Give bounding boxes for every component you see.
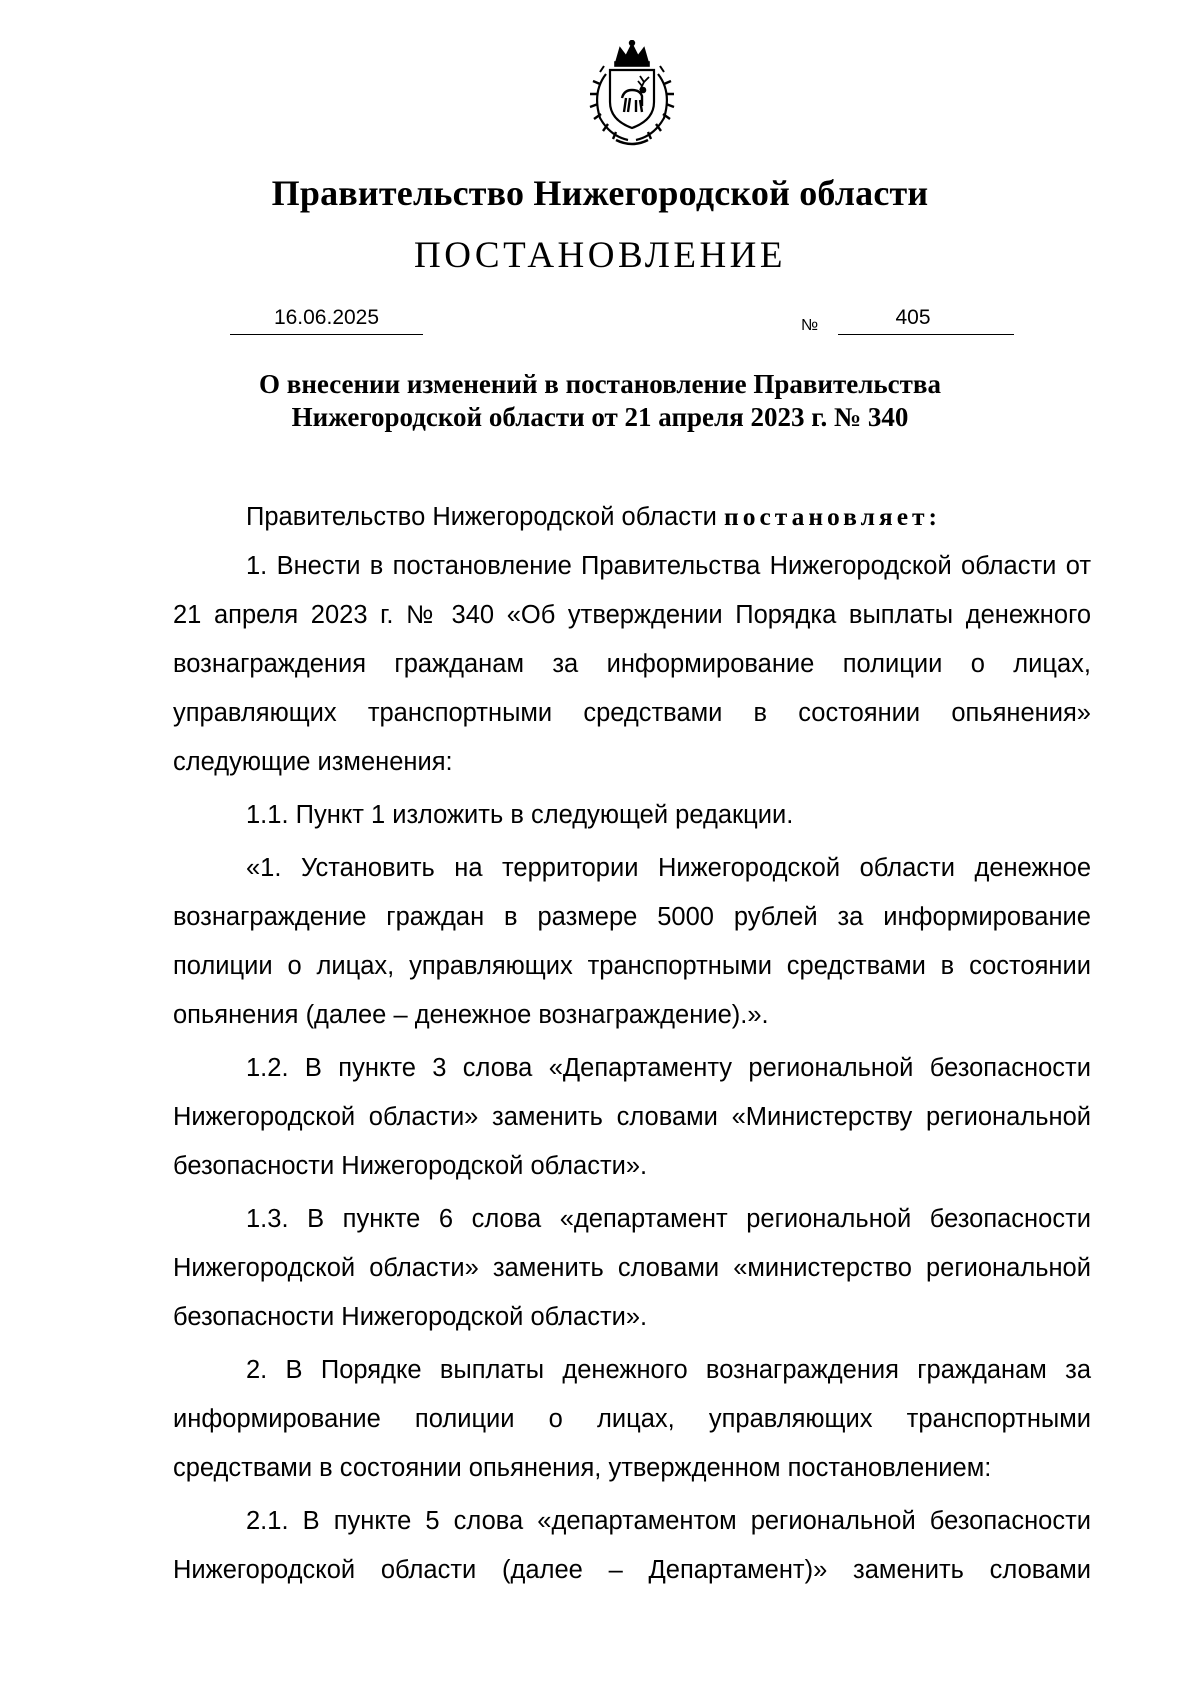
document-body xyxy=(173,492,1091,1595)
document-type: ПОСТАНОВЛЕНИЕ xyxy=(414,235,786,276)
paragraph-2: 2. В Порядке выплаты денежного вознаграждения гражданам за информирование полиции о лицах, управляющих транспортными средствами в состоянии опьянения, утвержденном постановлением: xyxy=(173,1356,1091,1482)
number-underline xyxy=(838,334,1014,335)
paragraph-1: 1. Внести в постановление Правительства Нижегородской области от 21 апреля 2023 г. № 340 «Об утверждении Порядка выплаты денежного вознаграждения гражданам за информирование полиции о лицах, управляющих транспортными средствами в состоянии опьянения» следующие изменения: xyxy=(173,552,1091,776)
government-title: Правительство Нижегородской области xyxy=(271,173,929,213)
intro-text: Правительство Нижегородской области xyxy=(246,503,725,531)
paragraph-1-1-quote: «1. Установить на территории Нижегородской области денежное вознаграждение граждан в размере 5000 рублей за информирование полиции о лицах, управляющих транспортными средствами в состоянии опьянения (далее – денежное вознаграждение).». xyxy=(173,854,1091,1029)
number-sign: № xyxy=(801,317,819,334)
date-underline xyxy=(230,334,423,335)
paragraph-1-3: 1.3. В пункте 6 слова «департамент региональной безопасности Нижегородской области» заменить словами «министерство региональной безопасности Нижегородской области». xyxy=(173,1205,1091,1331)
document-subject xyxy=(0,368,1200,434)
document-date: 16.06.2025 xyxy=(273,306,380,329)
paragraph-1-2: 1.2. В пункте 3 слова «Департаменту региональной безопасности Нижегородской области» заменить словами «Министерству региональной безопасности Нижегородской области». xyxy=(173,1054,1091,1180)
paragraph-1-1: 1.1. Пункт 1 изложить в следующей редакции. xyxy=(246,801,794,829)
subject-line-1: О внесении изменений в постановление Правительства xyxy=(259,369,941,399)
intro-paragraph xyxy=(173,492,1091,542)
coat-of-arms-icon xyxy=(570,40,694,148)
decree-word: постановляет: xyxy=(724,502,942,531)
paragraph-2-1: 2.1. В пункте 5 слова «департаментом региональной безопасности Нижегородской области (далее – Департамент)» заменить словами xyxy=(173,1507,1091,1584)
document-number: 405 xyxy=(895,306,931,329)
subject-line-2: Нижегородской области от 21 апреля 2023 г. № 340 xyxy=(291,402,909,432)
